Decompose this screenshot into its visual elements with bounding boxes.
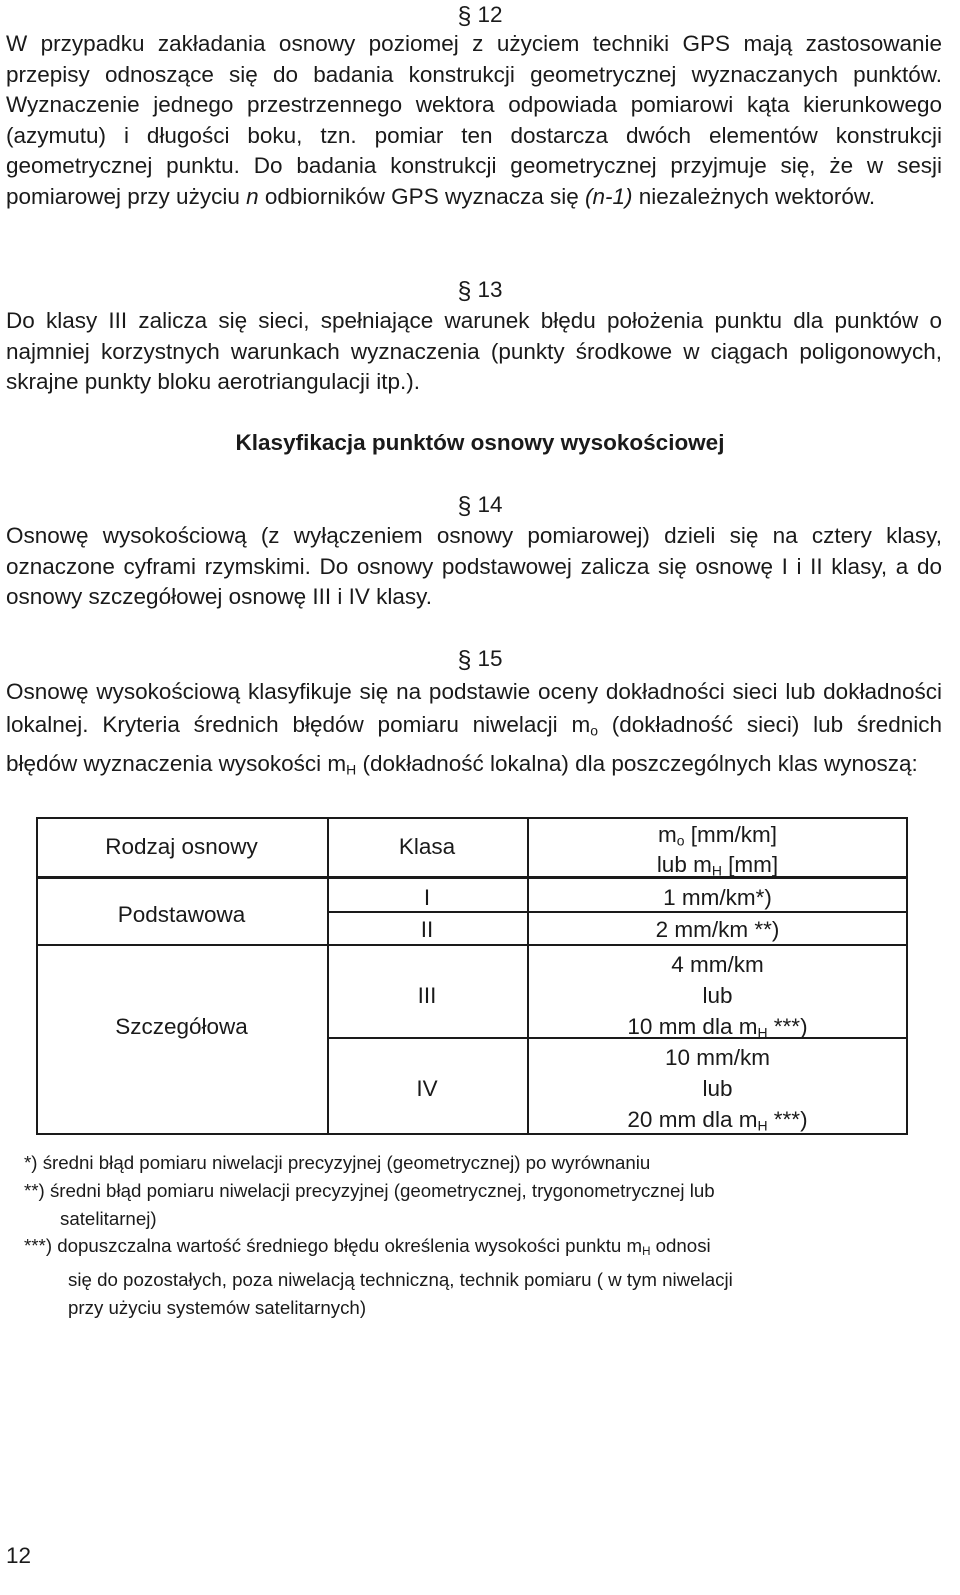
- value-iv-line2: lub: [702, 1076, 733, 1101]
- header-m-h: lub $m_H$ [mm]: [656, 852, 779, 879]
- klasa-iv: IV: [416, 1076, 438, 1101]
- table-left-border: [36, 817, 38, 1134]
- paragraph-14: Osnowę wysokościową (z wyłączeniem osnowy pomiarowej) dzieli się na cztery klasy, oznaczone cyframi rzymskimi. Do osnowy podstawowej zalicza się osnowę I i II klasy, a do osnowy szczegółowej osnowę III i IV klasy.: [6, 523, 942, 609]
- klasa-ii: II: [420, 917, 434, 942]
- paragraph-15: Osnowę wysokościową klasyfikuje się na podstawie oceny dokładności sieci lub dokładności lokalnej. Kryteria średnich błędów pomiaru niwelacji $m_o$ (dokładność sieci) lub średnich błędów wyznaczenia wysokości $m_H$ (dokładność lokalna) dla poszczególnych klas wynoszą:: [6, 679, 942, 778]
- footnote-2: **) średni błąd pomiaru niwelacji precyzyjnej (geometrycznej, trygonometrycznej lub satelitarnej): [24, 1180, 715, 1229]
- footnote-1: *) średni błąd pomiaru niwelacji precyzyjnej (geometrycznej) po wyrównaniu: [24, 1152, 651, 1173]
- section-number: 12: [477, 2, 503, 27]
- section-12-mark: [0, 0, 960, 29]
- value-iv-line3: 20 mm dla $m_H$ ***): [627, 1107, 808, 1134]
- value-iii-line2: lub: [702, 983, 733, 1008]
- section-symbol: §: [457, 646, 472, 674]
- section-number: 14: [477, 492, 503, 517]
- value-iii-line1: 4 mm/km: [671, 952, 764, 977]
- paragraph-12: W przypadku zakładania osnowy poziomej z użyciem techniki GPS mają zastosowanie przepisy odnoszące się do badania konstrukcji geometrycznej wyznaczanych punktów. Wyznaczenie jednego przestrzennego wektora odpowiada pomiarowi kąta kierunkowego (azymutu) i długości boku, tzn. pomiar ten dostarcza dwóch elementów konstrukcji geometrycznej punktu. Do badania konstrukcji geometrycznej przyjmuje się, że w sesji pomiarowej przy użyciu n odbiorników GPS wyznacza się (n-1) niezależnych wektorów.: [6, 31, 942, 209]
- section-number: 13: [477, 277, 503, 302]
- section-symbol: §: [457, 492, 472, 520]
- value-iii-line3: 10 mm dla $m_H$ ***): [627, 1014, 808, 1041]
- paragraph-13: Do klasy III zalicza się sieci, spełniające warunek błędu położenia punktu dla punktów o najmniej korzystnych warunkach wyznaczenia (punkty środkowe w ciągach poligonowych, skrajne punkty bloku aerotriangulacji itp.).: [6, 308, 942, 394]
- value-ii: 2 mm/km **): [655, 917, 780, 942]
- page-number: 12: [6, 1543, 32, 1568]
- value-iv-line1: 10 mm/km: [664, 1045, 770, 1070]
- section-symbol: §: [457, 277, 472, 305]
- klasa-iii: III: [417, 983, 437, 1008]
- section-13-mark: [0, 275, 960, 304]
- accuracy-table: [36, 817, 908, 1134]
- section-15-mark: [0, 644, 960, 673]
- section-symbol: §: [457, 2, 472, 30]
- section-number: 15: [477, 646, 503, 671]
- footnote-3: ***) dopuszczalna wartość średniego błędu określenia wysokości punktu $m_H$ odnosi się do pozostałych, poza niwelacją techniczną, technik pomiaru ( w tym niwelacji przy użyciu systemów satelitarnych): [24, 1235, 733, 1318]
- value-i: 1 mm/km*): [663, 885, 772, 910]
- header-m-o: $m_o$ [mm/km]: [658, 822, 777, 849]
- group-podstawowa: Podstawowa: [117, 902, 246, 927]
- header-klasa: Klasa: [398, 834, 456, 859]
- klasa-i: I: [423, 885, 431, 910]
- section-heading: Klasyfikacja punktów osnowy wysokościowej: [235, 430, 725, 455]
- section-14-mark: [0, 490, 960, 519]
- group-szczegolowa: Szczegółowa: [115, 1014, 248, 1039]
- header-rodzaj-osnowy: Rodzaj osnowy: [105, 834, 258, 859]
